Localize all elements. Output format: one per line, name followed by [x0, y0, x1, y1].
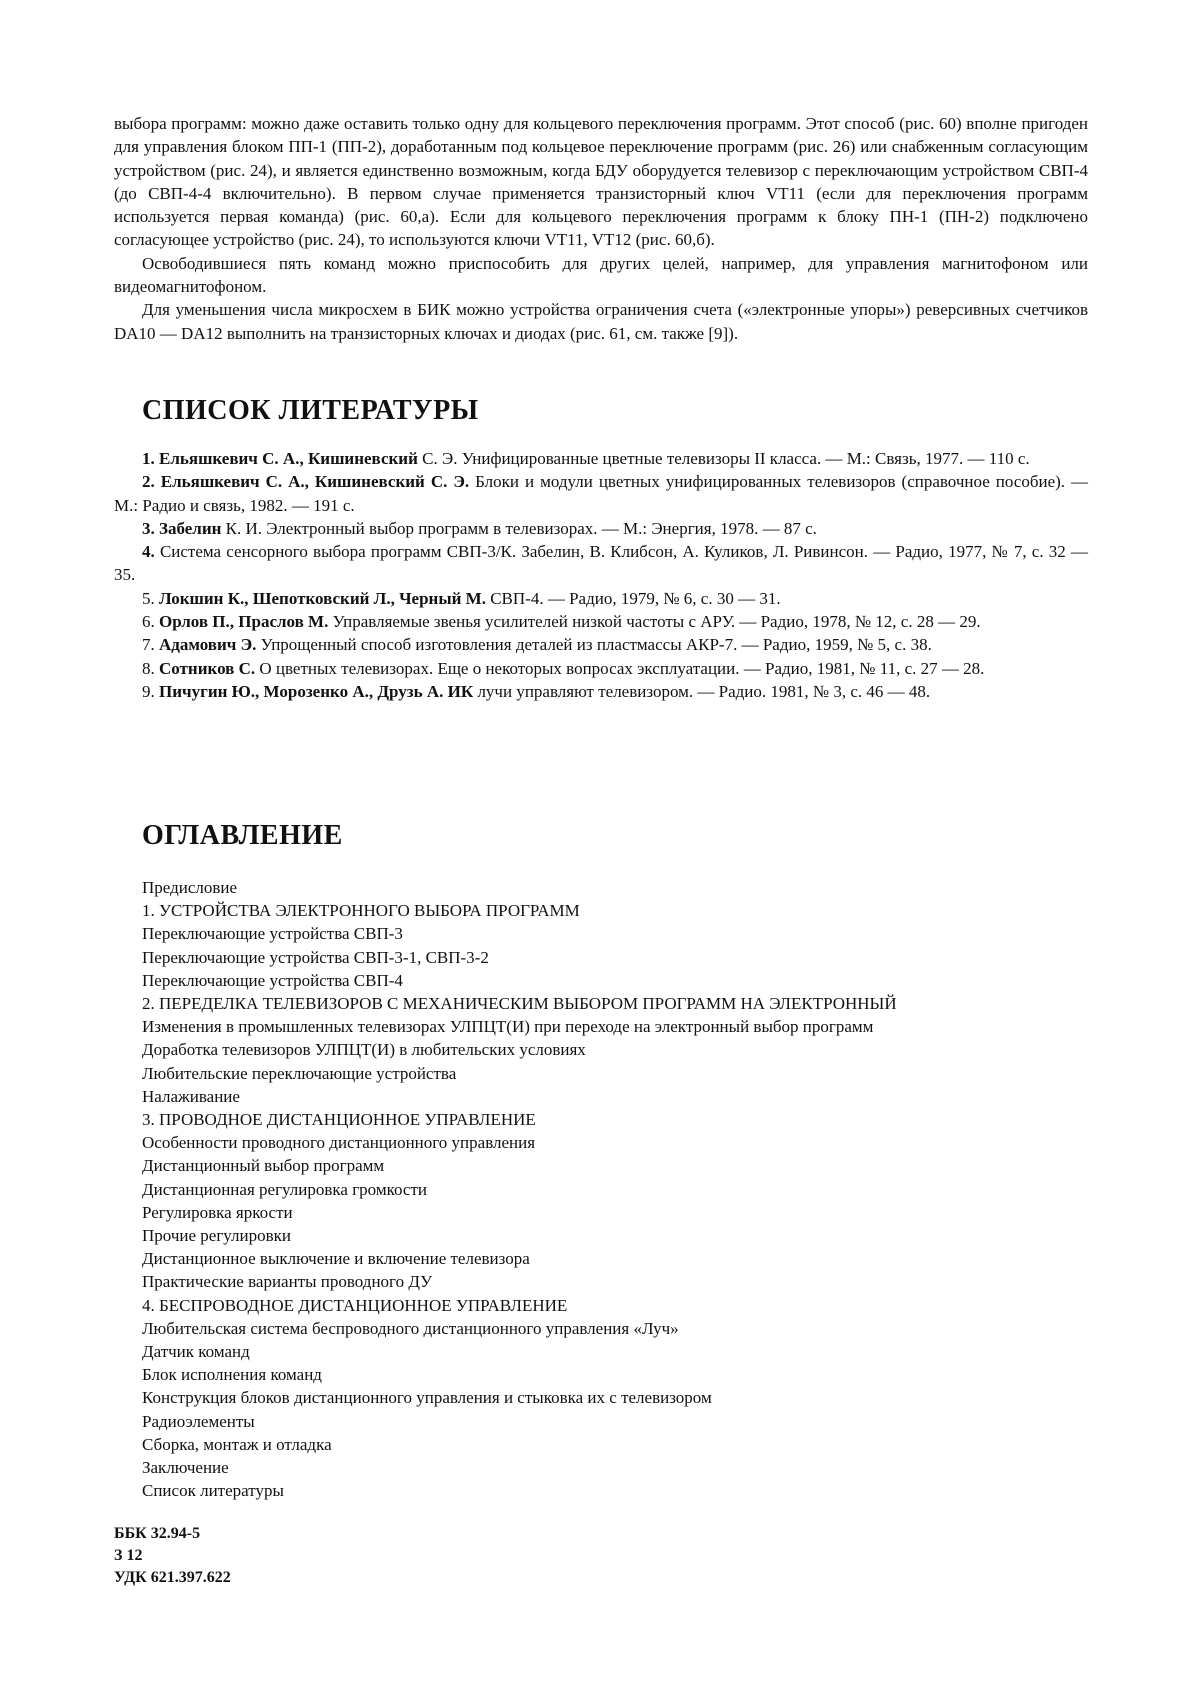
toc-item: Блок исполнения команд — [142, 1365, 322, 1385]
reference-text: О цветных телевизорах. Еще о некоторых вопросах эксплуатации. — Радио, 1981, № 11, с. 27 — 28. — [255, 658, 985, 678]
reference-text: Упрощенный способ изготовления деталей из пластмассы АКР-7. — Радио, 1959, № 5, с. 38. — [256, 635, 932, 655]
toc-item: Переключающие устройства СВП-4 — [142, 970, 403, 990]
reference-item — [114, 680, 1088, 703]
toc-item: Налаживание — [142, 1086, 240, 1106]
toc-item: Дистанционное выключение и включение телевизора — [142, 1249, 530, 1269]
toc-item: Сборка, монтаж и отладка — [142, 1434, 332, 1454]
intro-paragraph: Для уменьшения числа микросхем в БИК можно устройства ограничения счета («электронные упоры») реверсивных счетчиков DA10 — DA12 выполнить на транзисторных ключах и диодах (рис. 61, см. также [9]). — [114, 300, 1088, 343]
reference-number: 7. — [142, 635, 155, 655]
toc-item: Особенности проводного дистанционного управления — [142, 1133, 536, 1153]
reference-item — [114, 470, 1088, 517]
reference-author: Пичугин Ю., Морозенко А., Друзь А. ИК — [159, 681, 474, 701]
toc-item: Датчик команд — [142, 1342, 250, 1362]
reference-author: Забелин — [159, 518, 222, 538]
intro-paragraph: выбора программ: можно даже оставить только одну для кольцевого переключения программ. Этот способ (рис. 60) вполне пригоден для управления блоком ПП-1 (ПП-2), доработанным под кольцевое переключение программ (рис. 26) или снабженным согласующим устройством (рис. 24), и является единственно возможным, когда БДУ оборудуется телевизор с переключающим устройством СВП-4 (до СВП-4-4 включительно). В первом случае применяется транзисторный ключ VT11 (если для переключения программ используется первая команда) (рис. 60,а). Если для кольцевого переключения программ к блоку ПН-1 (ПН-2) подключено согласующее устройство (рис. 24), то используются ключи VT11, VT12 (рис. 60,б). — [114, 114, 1088, 250]
toc-item: Заключение — [142, 1458, 229, 1478]
reference-item — [114, 633, 1088, 656]
reference-item — [114, 447, 1088, 470]
toc-item: Предисловие — [142, 878, 238, 897]
bbk-code: ББК 32.94-5 — [114, 1525, 201, 1542]
table-of-contents — [142, 876, 1102, 1502]
udk-code: УДК 621.397.622 — [114, 1569, 231, 1586]
reference-number: 6. — [142, 612, 155, 632]
reference-number: 5. — [142, 588, 155, 608]
intro-text — [114, 112, 1088, 345]
reference-number: 8. — [142, 658, 155, 678]
toc-item: Изменения в промышленных телевизорах УЛПЦТ(И) при переходе на электронный выбор программ — [142, 1017, 874, 1037]
toc-item: Дистанционная регулировка громкости — [142, 1179, 427, 1199]
reference-author: Орлов П., Праслов М. — [159, 612, 329, 632]
toc-item: Список литературы — [142, 1481, 284, 1501]
reference-text: С. Э. Унифицированные цветные телевизоры II класса. — М.: Связь, 1977. — 110 с. — [417, 449, 1030, 468]
reference-text: Система сенсорного выбора программ СВП-3/К. Забелин, В. Клибсон, А. Куликов, Л. Ривинсон. — Радио, 1977, № 7, с. 32 — 35. — [114, 542, 1088, 585]
toc-item: 2. ПЕРЕДЕЛКА ТЕЛЕВИЗОРОВ С МЕХАНИЧЕСКИМ ВЫБОРОМ ПРОГРАММ НА ЭЛЕКТРОННЫЙ — [142, 994, 897, 1014]
reference-list — [114, 447, 1088, 703]
toc-item: 1. УСТРОЙСТВА ЭЛЕКТРОННОГО ВЫБОРА ПРОГРАММ — [142, 901, 580, 921]
reference-text: Управляемые звенья усилителей низкой частоты с АРУ. — Радио, 1978, № 12, с. 28 — 29. — [328, 612, 981, 632]
reference-item — [114, 517, 1088, 540]
toc-item: Переключающие устройства СВП-3-1, СВП-3-2 — [142, 947, 489, 967]
reference-author: Адамович Э. — [159, 635, 257, 655]
reference-number: 9. — [142, 681, 155, 701]
reference-item — [114, 610, 1088, 633]
toc-item: Практические варианты проводного ДУ — [142, 1272, 433, 1292]
toc-item: Переключающие устройства СВП-3 — [142, 924, 403, 944]
toc-item: 4. БЕСПРОВОДНОЕ ДИСТАНЦИОННОЕ УПРАВЛЕНИЕ — [142, 1295, 568, 1315]
literature-heading: СПИСОК ЛИТЕРАТУРЫ — [142, 395, 479, 426]
intro-paragraph: Освободившиеся пять команд можно приспособить для других целей, например, для управления магнитофоном или видеомагнитофоном. — [114, 253, 1088, 297]
toc-item: Любительские переключающие устройства — [142, 1063, 457, 1083]
reference-text: К. И. Электронный выбор программ в телевизорах. — М.: Энергия, 1978. — 87 с. — [221, 518, 817, 538]
reference-author: Локшин К., Шепотковский Л., Черный М. — [159, 588, 486, 608]
toc-item: 3. ПРОВОДНОЕ ДИСТАНЦИОННОЕ УПРАВЛЕНИЕ — [142, 1110, 536, 1130]
reference-number: 1. — [142, 449, 155, 468]
catalog-codes — [114, 1523, 231, 1589]
author-mark: З 12 — [114, 1547, 143, 1564]
reference-text: лучи управляют телевизором. — Радио. 1981, № 3, с. 46 — 48. — [473, 681, 931, 701]
contents-heading: ОГЛАВЛЕНИЕ — [142, 820, 343, 851]
reference-number: 2. — [142, 472, 155, 492]
reference-author: Ельяшкевич С. А., Кишиневский С. Э. — [160, 472, 470, 492]
toc-item: Дистанционный выбор программ — [142, 1156, 385, 1176]
toc-item: Прочие регулировки — [142, 1226, 292, 1246]
toc-item: Регулировка яркости — [142, 1202, 293, 1222]
reference-number: 3. — [142, 518, 155, 538]
toc-item: Доработка телевизоров УЛПЦТ(И) в любительских условиях — [142, 1040, 586, 1060]
reference-text: СВП-4. — Радио, 1979, № 6, с. 30 — 31. — [485, 588, 781, 608]
reference-author: Ельяшкевич С. А., Кишиневский — [159, 449, 418, 468]
toc-item: Конструкция блоков дистанционного управления и стыковка их с телевизором — [142, 1388, 712, 1408]
reference-text: Блоки и модули цветных унифицированных телевизоров (справочное пособие). — М.: Радио и связь, 1982. — 191 с. — [114, 472, 1089, 515]
reference-item — [114, 587, 1088, 610]
reference-item — [114, 540, 1088, 587]
toc-item: Любительская система беспроводного дистанционного управления «Луч» — [142, 1318, 679, 1338]
reference-number: 4. — [142, 542, 155, 562]
reference-author: Сотников С. — [159, 658, 256, 678]
toc-item: Радиоэлементы — [142, 1411, 255, 1431]
reference-item — [114, 657, 1088, 680]
